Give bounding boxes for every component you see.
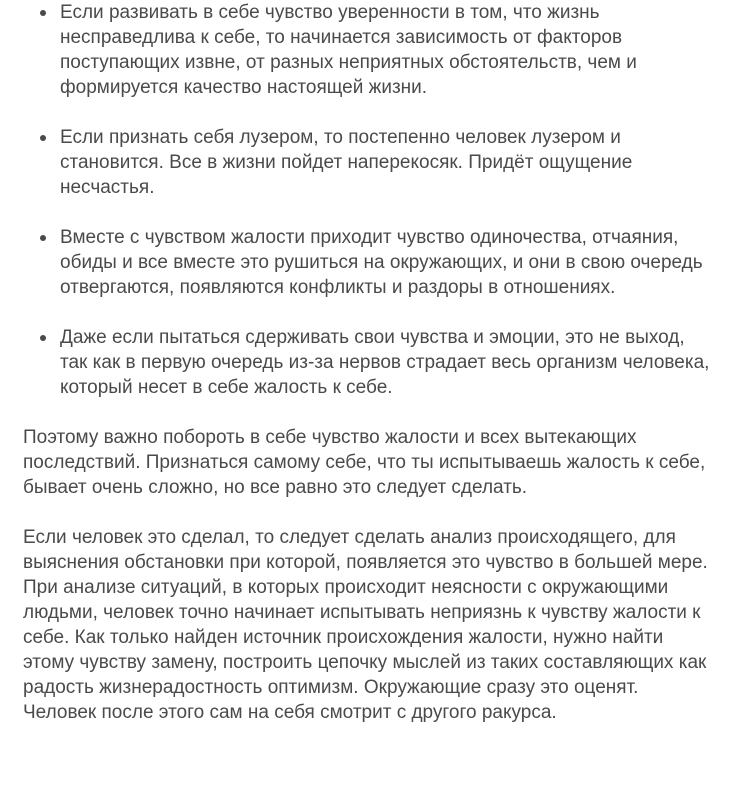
bullet-dot-icon	[40, 10, 46, 16]
list-item-text: Если развивать в себе чувство уверенности в том, что жизнь несправедлива к себе, то начинается зависимость от факторов поступающих извне, от разных неприятных обстоятельств, чем и формируется качество настоящей жизни.	[60, 2, 637, 98]
bullet-dot-icon	[40, 335, 46, 341]
list-item	[23, 325, 713, 400]
bullet-list	[23, 0, 713, 400]
paragraph: Поэтому важно побороть в себе чувство жалости и всех вытекающих последствий. Признаться самому себе, что ты испытываешь жалость к себе, бывает очень сложно, но все равно это следует сделать.	[23, 427, 706, 498]
paragraph: Если человек это сделал, то следует сделать анализ происходящего, для выяснения обстановки при которой, появляется это чувство в большей мере. При анализе ситуаций, в которых происходит неясности с окружающими людьми, человек точно начинает испытывать неприязнь к чувству жалости к себе. Как только найден источник происхождения жалости, нужно найти этому чувству замену, построить цепочку мыслей из таких составляющих как радость жизнерадостность оптимизм. Окружающие сразу это оценят. Человек после этого сам на себя смотрит с другого ракурса.	[23, 527, 708, 723]
list-item	[23, 0, 713, 100]
list-item-text: Даже если пытаться сдерживать свои чувства и эмоции, это не выход, так как в первую очередь из-за нервов страдает весь организм человека, который несет в себе жалость к себе.	[60, 327, 710, 398]
bullet-dot-icon	[40, 235, 46, 241]
list-item-text: Вместе с чувством жалости приходит чувство одиночества, отчаяния, обиды и все вместе это рушиться на окружающих, и они в свою очередь отвергаются, появляются конфликты и раздоры в отношениях.	[60, 227, 703, 298]
bullet-dot-icon	[40, 135, 46, 141]
list-item-text: Если признать себя лузером, то постепенно человек лузером и становится. Все в жизни пойдет наперекосяк. Придёт ощущение несчастья.	[60, 127, 633, 198]
article-body	[23, 0, 713, 750]
list-item	[23, 225, 713, 300]
list-item	[23, 125, 713, 200]
